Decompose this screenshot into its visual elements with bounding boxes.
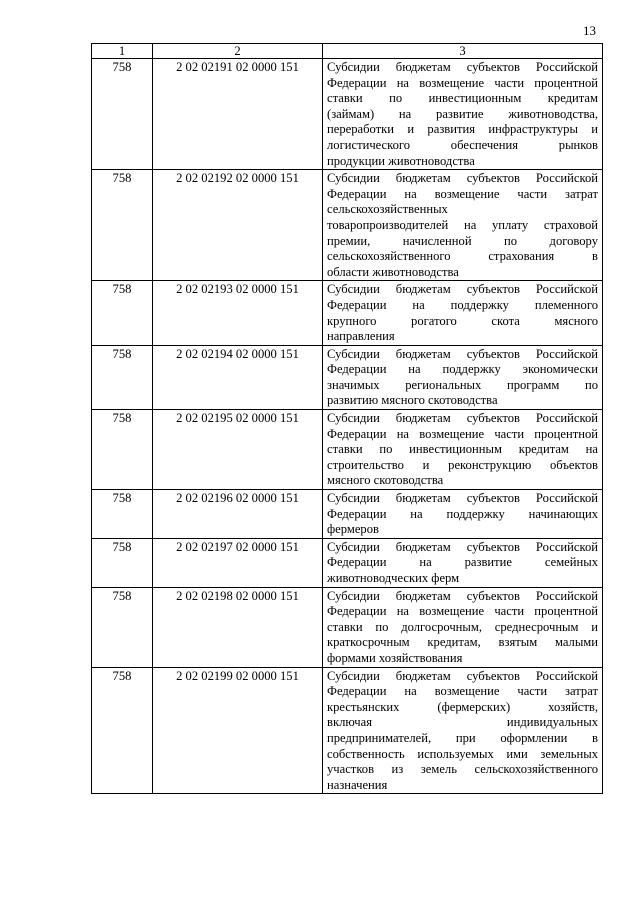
description-line: краткосрочным кредитам, взятым малыми xyxy=(327,635,598,650)
table-row xyxy=(92,587,603,667)
description-line: направления xyxy=(327,329,395,344)
description-line: Федерации на развитие семейных xyxy=(327,555,598,570)
admin-code-cell: 758 xyxy=(92,170,153,281)
description-line: Федерации на поддержку начинающих xyxy=(327,506,598,521)
description-line: Субсидии бюджетам субъектов Российской xyxy=(327,60,598,74)
column-header-3: 3 xyxy=(323,44,603,59)
admin-code-cell: 758 xyxy=(92,490,153,539)
budget-code-cell: 2 02 02198 02 0000 151 xyxy=(153,587,323,667)
table-row xyxy=(92,538,603,587)
table-body xyxy=(92,59,603,794)
table-row xyxy=(92,59,603,170)
description-line: сельскохозяйственного страхования в xyxy=(327,249,598,264)
admin-code-cell: 758 xyxy=(92,667,153,794)
description-line: Федерации на возмещение части процентной xyxy=(327,604,598,619)
budget-classification-table xyxy=(91,43,603,794)
description-line: Федерации на возмещение части процентной xyxy=(327,426,598,441)
table-row xyxy=(92,667,603,794)
description-cell xyxy=(323,667,603,794)
admin-code-cell: 758 xyxy=(92,59,153,170)
description-line: Субсидии бюджетам субъектов Российской xyxy=(327,346,598,361)
description-line: ставки по инвестиционным кредитам на xyxy=(327,442,598,457)
description-line: крупного рогатого скота мясного xyxy=(327,313,598,328)
table-row xyxy=(92,490,603,539)
description-line: переработки и развития инфраструктуры и xyxy=(327,122,598,137)
description-cell xyxy=(323,345,603,409)
table-row xyxy=(92,410,603,490)
description-line: Субсидии бюджетам субъектов Российской xyxy=(327,491,598,506)
budget-code-cell: 2 02 02192 02 0000 151 xyxy=(153,170,323,281)
description-cell xyxy=(323,410,603,490)
description-cell xyxy=(323,281,603,345)
description-line: назначения xyxy=(327,777,388,792)
description-line: Федерации на поддержку экономически xyxy=(327,362,598,377)
description-line: фермеров xyxy=(327,522,379,537)
admin-code-cell: 758 xyxy=(92,587,153,667)
admin-code-cell: 758 xyxy=(92,345,153,409)
description-line: товаропроизводителей на уплату страховой xyxy=(327,217,598,232)
description-cell xyxy=(323,490,603,539)
description-line: Субсидии бюджетам субъектов Российской xyxy=(327,171,598,186)
description-line: мясного скотоводства xyxy=(327,473,444,488)
description-line: включая индивидуальных xyxy=(327,715,598,730)
description-line: участков из земель сельскохозяйственного xyxy=(327,762,598,777)
description-line: Федерации на возмещение части процентной xyxy=(327,75,598,90)
table-row xyxy=(92,345,603,409)
description-line: собственность используемых ими земельных xyxy=(327,746,598,761)
admin-code-cell: 758 xyxy=(92,538,153,587)
description-line: (займам) на развитие животноводства, xyxy=(327,106,598,121)
description-line: области животноводства xyxy=(327,264,459,279)
description-line: Субсидии бюджетам субъектов Российской xyxy=(327,668,598,683)
description-line: Федерации на возмещение части затрат xyxy=(327,684,598,699)
description-line: логистического обеспечения рынков xyxy=(327,137,598,152)
description-cell xyxy=(323,170,603,281)
description-line: формами хозяйствования xyxy=(327,650,463,665)
budget-code-cell: 2 02 02196 02 0000 151 xyxy=(153,490,323,539)
description-line: Субсидии бюджетам субъектов Российской xyxy=(327,588,598,603)
description-cell xyxy=(323,587,603,667)
description-line: ставки по долгосрочным, среднесрочным и xyxy=(327,619,598,634)
admin-code-cell: 758 xyxy=(92,410,153,490)
table-row xyxy=(92,170,603,281)
description-line: Субсидии бюджетам субъектов Российской xyxy=(327,539,598,554)
description-line: Субсидии бюджетам субъектов Российской xyxy=(327,282,598,297)
description-line: Федерации на возмещение части затрат xyxy=(327,186,598,201)
table-header-row xyxy=(92,44,603,59)
budget-code-cell: 2 02 02199 02 0000 151 xyxy=(153,667,323,794)
description-line: сельскохозяйственных xyxy=(327,202,448,217)
description-line: премии, начисленной по договору xyxy=(327,233,598,248)
description-line: крестьянских (фермерских) хозяйств, xyxy=(327,699,598,714)
description-line: продукции животноводства xyxy=(327,153,475,168)
budget-code-cell: 2 02 02193 02 0000 151 xyxy=(153,281,323,345)
description-line: ставки по инвестиционным кредитам xyxy=(327,91,598,106)
page-number: 13 xyxy=(583,23,596,38)
description-line: предпринимателей, при оформлении в xyxy=(327,730,598,745)
budget-code-cell: 2 02 02194 02 0000 151 xyxy=(153,345,323,409)
description-line: строительство и реконструкцию объектов xyxy=(327,457,598,472)
budget-code-cell: 2 02 02195 02 0000 151 xyxy=(153,410,323,490)
description-line: Федерации на поддержку племенного xyxy=(327,297,598,312)
budget-code-cell: 2 02 02197 02 0000 151 xyxy=(153,538,323,587)
description-line: животноводческих ферм xyxy=(327,571,460,585)
table-row xyxy=(92,281,603,345)
budget-code-cell: 2 02 02191 02 0000 151 xyxy=(153,59,323,170)
description-line: значимых региональных программ по xyxy=(327,377,598,392)
description-cell xyxy=(323,59,603,170)
admin-code-cell: 758 xyxy=(92,281,153,345)
description-line: развитию мясного скотоводства xyxy=(327,393,498,408)
column-header-1: 1 xyxy=(92,44,153,59)
description-line: Субсидии бюджетам субъектов Российской xyxy=(327,411,598,426)
column-header-2: 2 xyxy=(153,44,323,59)
description-cell xyxy=(323,538,603,587)
